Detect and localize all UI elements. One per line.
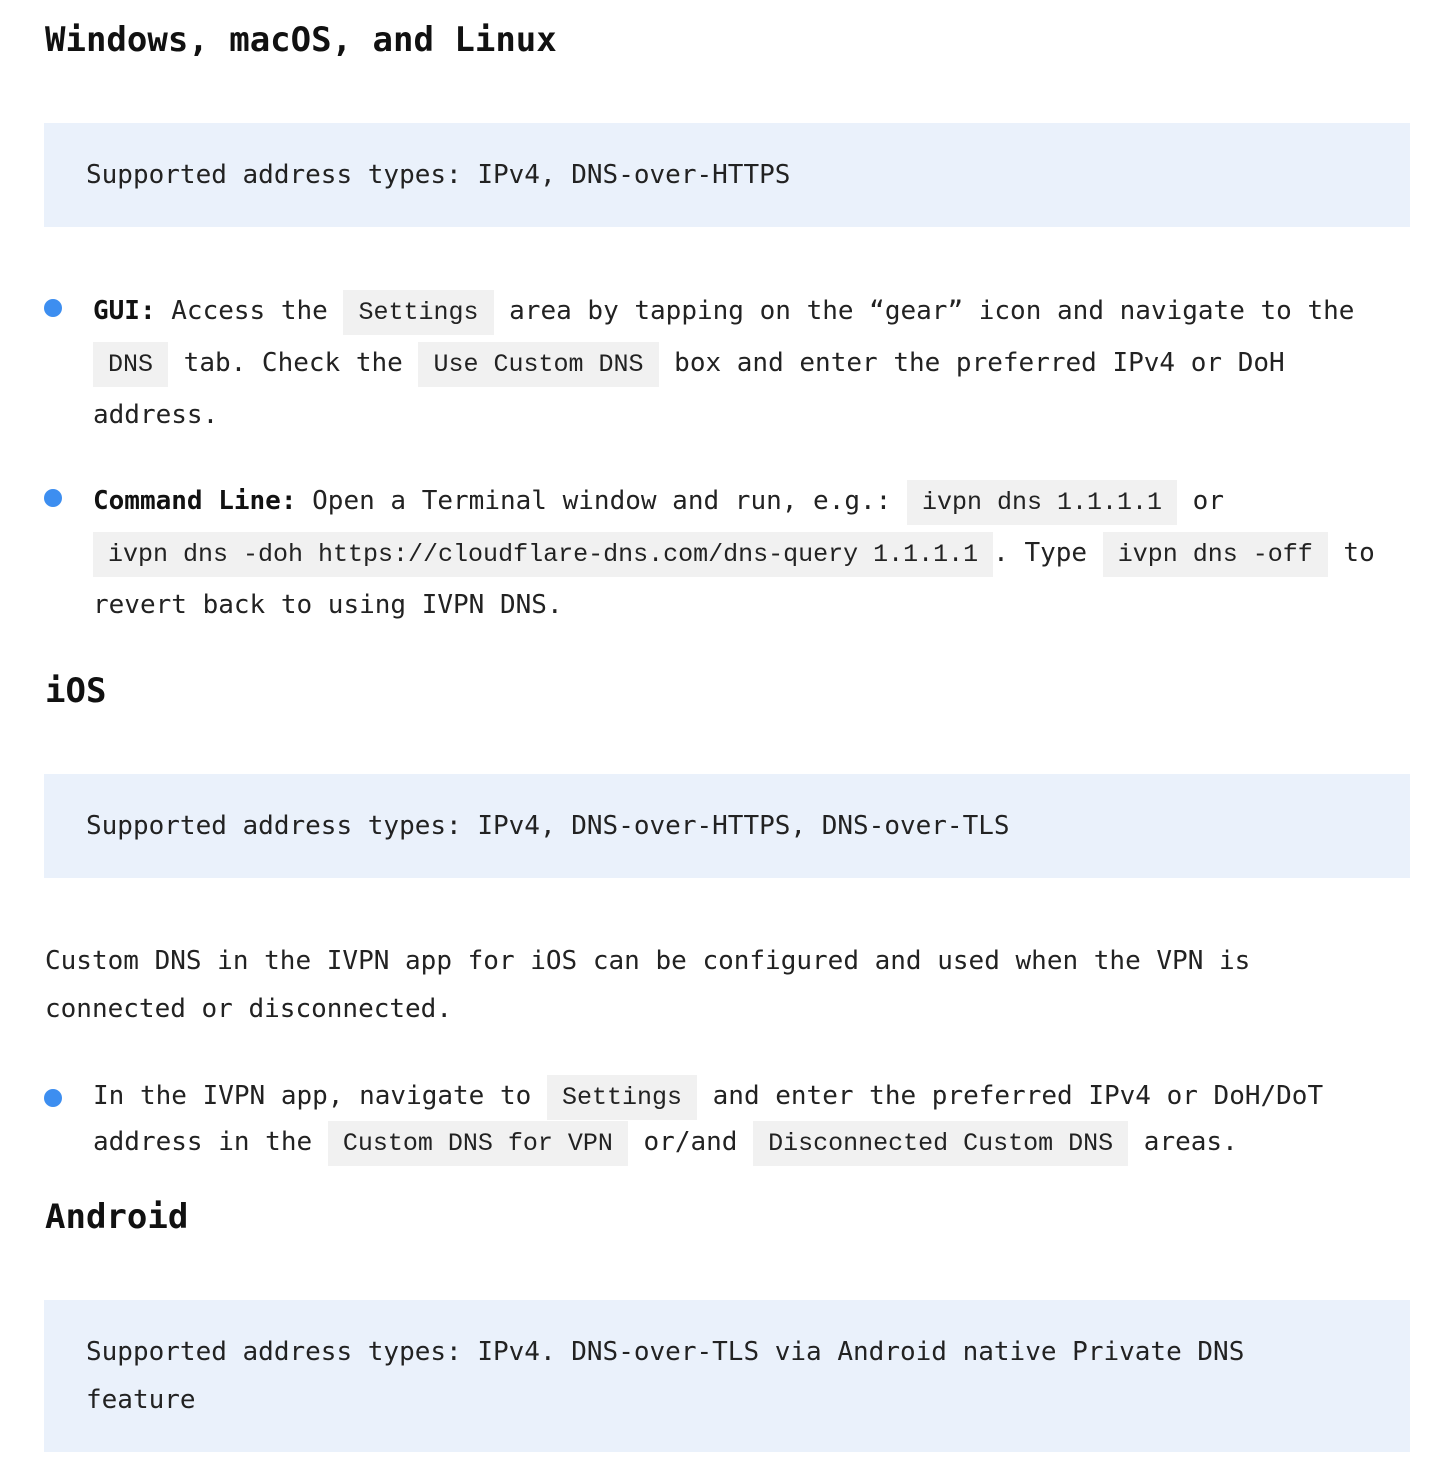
code-use-custom-dns: Use Custom DNS: [418, 342, 658, 387]
ios-text-2: and enter the preferred IPv4 or DoH/DoT address in the: [93, 1081, 1324, 1157]
bullet-command-line: [93, 476, 1413, 630]
code-disconnected-custom-dns: Disconnected Custom DNS: [753, 1121, 1128, 1166]
bullet-dot-icon: [44, 299, 62, 317]
bullet-gui: [93, 286, 1413, 440]
cli-text-3: . Type: [993, 538, 1103, 568]
gui-text-1: Access the: [155, 296, 344, 326]
code-ivpn-dns: ivpn dns 1.1.1.1: [907, 480, 1177, 525]
gui-text-3: tab. Check the: [168, 348, 419, 378]
code-dns: DNS: [93, 342, 168, 387]
code-settings-ios: Settings: [547, 1075, 697, 1120]
cli-label: Command Line:: [93, 486, 297, 516]
cli-text-4: to revert back to using IVPN DNS.: [93, 538, 1375, 620]
cli-text-1: Open a Terminal window and run, e.g.:: [296, 486, 907, 516]
heading-android: Android: [45, 1197, 189, 1237]
gui-label: GUI:: [93, 296, 156, 326]
code-ivpn-dns-doh: ivpn dns -doh https://cloudflare-dns.com/dns-query 1.1.1.1: [93, 532, 993, 577]
note-android: Supported address types: IPv4. DNS-over-TLS via Android native Private DNS feature: [44, 1300, 1410, 1452]
code-ivpn-dns-off: ivpn dns -off: [1103, 532, 1328, 577]
heading-ios: iOS: [45, 671, 107, 711]
ios-text-3: or/and: [627, 1127, 754, 1157]
code-settings: Settings: [343, 290, 493, 335]
gui-text-4: box and enter the preferred IPv4 or DoH address.: [93, 348, 1285, 430]
note-desktop: Supported address types: IPv4, DNS-over-HTTPS: [44, 123, 1410, 227]
bullet-dot-icon: [44, 489, 62, 507]
note-ios: Supported address types: IPv4, DNS-over-HTTPS, DNS-over-TLS: [44, 774, 1410, 878]
code-custom-dns-for-vpn: Custom DNS for VPN: [328, 1121, 628, 1166]
bullet-dot-icon: [44, 1089, 62, 1107]
ios-paragraph: Custom DNS in the IVPN app for iOS can be configured and used when the VPN is connected or disconnected.: [45, 946, 1251, 1024]
gui-text-2: area by tapping on the “gear” icon and navigate to the: [493, 296, 1355, 326]
ios-text-1: In the IVPN app, navigate to: [93, 1081, 547, 1111]
bullet-ios: [93, 1074, 1413, 1166]
ios-text-4: areas.: [1128, 1127, 1238, 1157]
heading-desktop: Windows, macOS, and Linux: [45, 20, 557, 60]
cli-text-2: or: [1177, 486, 1224, 516]
